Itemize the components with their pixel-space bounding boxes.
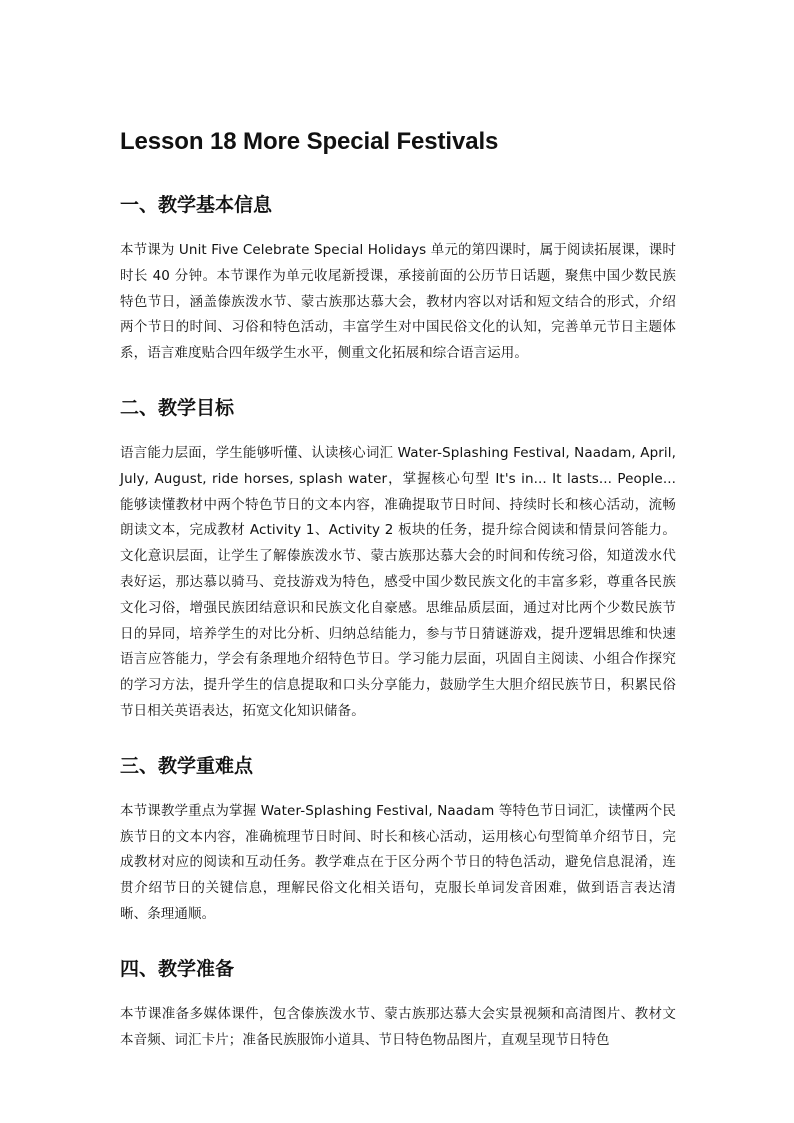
document-page [120,126,676,1080]
section-heading: 三、教学重难点 [120,754,254,777]
section-body: 本节课教学重点为掌握 Water-Splashing Festival, Naadam 等特色节日词汇，读懂两个民族节日的文本内容，准确梳理节日时间、时长和核心活动，运用核心句型简单介绍节日，完成教材对应的阅读和互动任务。教学难点在于区分两个节日的特色活动，避免信息混淆，连贯介绍节日的关键信息，理解民俗文化相关语句，克服长单词发音困难，做到语言表达清晰、条理通顺。 [120,802,676,922]
section-key-points [120,752,676,928]
section-basic-info [120,191,676,367]
section-heading: 二、教学目标 [120,396,235,419]
section-body: 本节课准备多媒体课件，包含傣族泼水节、蒙古族那达慕大会实景视频和高清图片、教材文本音频、词汇卡片；准备民族服饰小道具、节日特色物品图片，直观呈现节日特色 [120,1005,676,1048]
section-objectives [120,394,676,725]
document-title: Lesson 18 More Special Festivals [120,128,499,155]
section-body: 本节课为 Unit Five Celebrate Special Holidays 单元的第四课时，属于阅读拓展课，课时时长 40 分钟。本节课作为单元收尾新授课，承接前面的公历节日话题，聚焦中国少数民族特色节日，涵盖傣族泼水节、蒙古族那达慕大会，教材内容以对话和短文结合的形式，介绍两个节日的时间、习俗和特色活动，丰富学生对中国民俗文化的认知，完善单元节日主题体系，语言难度贴合四年级学生水平，侧重文化拓展和综合语言运用。 [120,242,676,362]
section-heading: 四、教学准备 [120,957,235,980]
section-heading: 一、教学基本信息 [120,194,273,216]
section-preparation [120,955,676,1054]
section-body: 语言能力层面，学生能够听懂、认读核心词汇 Water-Splashing Festival, Naadam, April, July, August, ride horses, splash water，掌握核心句型 It's in... It lasts... People... 能够读懂教材中两个特色节日的文本内容，准确提取节日时间、持续时长和核心活动，流畅朗读文本，完成教材 Activity 1、Activity 2 板块的任务，提升综合阅读和情景问答能力。文化意识层面，让学生了解傣族泼水节、蒙古族那达慕大会的时间和传统习俗，知道泼水代表好运，那达慕以骑马、竞技游戏为特色，感受中国少数民族文化的丰富多彩，尊重各民族文化习俗，增强民族团结意识和民族文化自豪感。思维品质层面，通过对比两个少数民族节日的异同，培养学生的对比分析、归纳总结能力，参与节日猜谜游戏，提升逻辑思维和快速语言应答能力，学会有条理地介绍特色节日。学习能力层面，巩固自主阅读、小组合作探究的学习方法，提升学生的信息提取和口头分享能力，鼓励学生大胆介绍民族节日，积累民俗节日相关英语表达，拓宽文化知识储备。 [120,444,676,719]
